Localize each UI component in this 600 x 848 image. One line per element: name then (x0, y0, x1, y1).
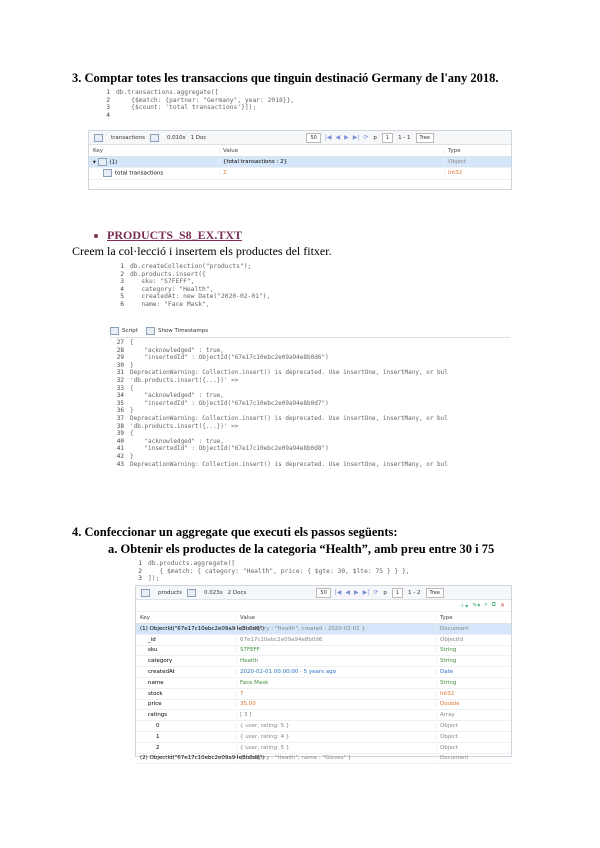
line-number: 34 (116, 392, 124, 400)
products-code-editor[interactable] (110, 263, 510, 309)
code-line (110, 369, 510, 377)
code-text: {$count: 'total transactions'}]); (116, 104, 257, 112)
page-input[interactable]: 1 (392, 588, 403, 598)
row-key: name (148, 679, 164, 686)
result-toolbar (136, 586, 511, 600)
code-line (110, 392, 510, 400)
code-line (96, 104, 496, 112)
code-line (110, 339, 510, 347)
row-key: total transactions (115, 170, 164, 177)
line-number: 27 (116, 339, 124, 346)
delete-icon[interactable]: ✕ (499, 603, 505, 609)
line-number: 5 (120, 293, 124, 301)
code-text: { (130, 430, 134, 438)
add-icon[interactable]: ＋▾ (459, 604, 469, 610)
line-number: 40 (116, 437, 124, 445)
line-number: 29 (116, 354, 124, 362)
line-number: 41 (116, 445, 124, 453)
code-text: db.products.insert({ (130, 270, 206, 278)
grid-actions (136, 600, 511, 612)
tab-collection[interactable]: products (158, 589, 183, 596)
row-type: Document (436, 755, 511, 761)
code-line (110, 377, 510, 385)
exec-time: 0.023s (204, 589, 223, 596)
code-text: 'db.products.insert({...})' => (130, 376, 239, 384)
bullet-icon (94, 234, 98, 238)
grid-header (136, 612, 511, 624)
refresh-icon[interactable]: ⟳ (363, 134, 369, 141)
row-type: Document (436, 626, 511, 632)
code-text: "acknowledged" : true, (130, 392, 224, 400)
table-row[interactable] (136, 689, 511, 700)
code-line (110, 385, 510, 393)
code-text: DeprecationWarning: Collection.insert() is deprecated. Use insertOne, insertMany, or bul (130, 414, 448, 422)
line-number: 4 (120, 285, 124, 293)
row-type: Object (436, 745, 511, 751)
code-text: "insertedId" : ObjectId("67e17c10ebc2e09a94e8b0d7") (130, 399, 329, 407)
row-value: S7FEFF (236, 647, 436, 653)
row-value: { user, rating: 4 } (236, 734, 436, 740)
line-number: 37 (116, 414, 124, 422)
line-number: 3 (106, 104, 110, 112)
page-label: p (383, 589, 387, 596)
row-key: ratings (148, 712, 168, 719)
row-key: (1) (109, 159, 118, 166)
code-line (96, 112, 496, 120)
line-number: 36 (116, 407, 124, 415)
code-line (110, 461, 510, 469)
row-key: price (148, 701, 162, 708)
row-type: String (436, 647, 511, 653)
code-text: { $match: { category: "Health", price: { $gte: 30, $lte: 75 } } }, (148, 567, 410, 575)
last-page-icon[interactable]: ▶| (362, 589, 370, 596)
row-type: Int32 (436, 691, 511, 697)
code-line (96, 97, 496, 105)
line-number: 38 (116, 422, 124, 430)
row-value: 67e17c10ebc2e09a94e8b0d6 (236, 637, 436, 643)
header-type[interactable]: Type (444, 148, 511, 154)
table-row[interactable] (136, 635, 511, 646)
row-key: stock (148, 690, 163, 697)
section4-subheading: a. Obtenir els productes de la categoria “Health”, amb preu entre 30 i 75 (108, 542, 495, 556)
table-row[interactable] (136, 743, 511, 754)
tab-collection[interactable]: transactions (111, 134, 145, 141)
grid-body (136, 624, 511, 764)
prev-page-icon[interactable]: ◀ (345, 589, 351, 596)
row-type: Double (436, 701, 511, 707)
table-row[interactable] (136, 732, 511, 743)
line-number: 2 (138, 567, 142, 575)
line-number: 43 (116, 460, 124, 468)
row-key: _id (148, 636, 156, 643)
expand-toggle-icon[interactable]: ▾ (93, 159, 98, 166)
document-icon (98, 158, 107, 166)
table-row[interactable] (136, 646, 511, 657)
row-value: { user, rating: 5 } (236, 723, 436, 729)
row-value: { category : "Health", name : "Gloves" } (236, 755, 436, 761)
code-line (110, 430, 510, 438)
code-text: 'db.products.insert({...})' => (130, 422, 239, 430)
range-label: 1 - 2 (408, 589, 421, 596)
code-line (110, 407, 510, 415)
row-value: 2 (219, 170, 444, 176)
row-key: 2 (156, 744, 160, 751)
refresh-icon[interactable]: ⟳ (373, 589, 379, 596)
row-value: 2020-02-01 00:00:00 · 5 years ago (236, 669, 436, 675)
line-number: 31 (116, 369, 124, 377)
tab-script[interactable]: Script (122, 327, 138, 334)
script-output (110, 339, 510, 499)
line-number: 2 (120, 270, 124, 278)
script-tabs (110, 324, 510, 338)
next-page-icon[interactable]: ▶ (344, 134, 349, 141)
row-value: { user, rating: 5 } (236, 745, 436, 751)
line-number: 33 (116, 384, 124, 392)
code-line (110, 362, 510, 370)
code-text: {$match: {partner: "Germany", year: 2018}}, (116, 96, 295, 104)
header-key[interactable]: Key (140, 614, 150, 621)
code-line (110, 347, 510, 355)
row-type: Date (436, 669, 511, 675)
range-label: 1 - 1 (398, 134, 411, 141)
page-label: p (373, 134, 377, 141)
code-text: DeprecationWarning: Collection.insert() is deprecated. Use insertOne, insertMany, or bul (130, 460, 448, 468)
table-row[interactable] (89, 168, 511, 179)
table-row[interactable] (136, 624, 511, 635)
view-select[interactable]: Tree (416, 133, 434, 143)
code-text: { (130, 384, 134, 392)
code-line (110, 445, 510, 453)
row-key: 0 (156, 723, 160, 730)
code-line (128, 568, 508, 576)
code-text: db.createCollection("products"); (130, 263, 252, 270)
row-key: (1) ObjectId("67e17c10ebc2e09a94e8b0d6") (140, 625, 265, 632)
line-number: 1 (120, 263, 124, 270)
code-line (110, 271, 510, 279)
code-text: db.transactions.aggregate([ (116, 89, 219, 96)
code-text: "acknowledged" : true, (130, 346, 224, 354)
row-value: { category : "Health", created : 2020-02-01 } (236, 626, 436, 632)
products-file-link[interactable]: PRODUCTS_S8_EX.TXT (107, 228, 243, 242)
field-icon (103, 169, 112, 177)
row-key: createdAt (148, 669, 175, 676)
code-text: } (130, 407, 134, 415)
row-value: [ 3 ] (236, 712, 436, 718)
clock-icon (187, 589, 196, 597)
clock-icon (150, 134, 159, 142)
section4-result-panel (135, 585, 512, 762)
line-number: 32 (116, 376, 124, 384)
table-row[interactable] (136, 678, 511, 689)
exec-time: 0.010s (166, 134, 186, 141)
line-number: 1 (106, 89, 110, 96)
show-timestamps-label[interactable]: Show Timestamps (157, 327, 209, 334)
copy-icon[interactable]: ⧉ (491, 602, 496, 608)
section4-heading: 4. Confeccionar un aggregate que executi els passos següents: (72, 525, 398, 539)
code-text: name: "Face Mask", (130, 300, 210, 308)
code-text: db.products.aggregate([ (148, 560, 236, 567)
line-number: 35 (116, 399, 124, 407)
code-line (128, 560, 508, 568)
collection-icon (94, 134, 103, 142)
line-number: 2 (106, 96, 110, 104)
table-row[interactable] (89, 157, 511, 168)
code-line (110, 263, 510, 271)
row-value: 35.00 (236, 701, 436, 707)
row-type: Object (436, 734, 511, 740)
code-text: } (130, 452, 134, 460)
result-toolbar (89, 131, 511, 145)
line-number: 3 (138, 575, 142, 583)
table-row[interactable] (136, 721, 511, 732)
line-number: 6 (120, 300, 124, 308)
row-key: category (148, 658, 173, 665)
prev-page-icon[interactable]: ◀ (335, 134, 341, 141)
doc-count: 2 Docs (227, 589, 247, 596)
first-page-icon[interactable]: |◀ (334, 589, 342, 596)
code-text: "insertedId" : ObjectId("67e17c10ebc2e09a94e8b0d6") (130, 354, 329, 362)
row-value: Face Mask (236, 680, 436, 686)
header-value[interactable]: Value (219, 148, 444, 154)
code-line (110, 354, 510, 362)
line-number: 4 (106, 111, 110, 119)
section3-result-panel (88, 130, 512, 190)
view-select[interactable]: Tree (426, 588, 444, 598)
line-number: 1 (138, 560, 142, 567)
code-text: sku: "S7FEFF", (130, 278, 195, 286)
line-number: 39 (116, 430, 124, 438)
edit-icon[interactable]: ✎▾ (472, 603, 481, 609)
code-text: } (130, 361, 134, 369)
checkbox-icon[interactable] (146, 327, 155, 335)
search-icon[interactable]: ⌕ (484, 602, 488, 608)
table-row[interactable] (136, 754, 511, 765)
code-line (96, 89, 496, 97)
code-line (110, 400, 510, 408)
section3-heading: 3. Comptar totes les transaccions que tinguin destinació Germany de l'any 2018. (72, 71, 499, 85)
row-type: String (436, 658, 511, 664)
line-number: 30 (116, 361, 124, 369)
first-page-icon[interactable]: |◀ (324, 134, 332, 141)
code-line (110, 453, 510, 461)
code-line (128, 575, 508, 583)
code-line (110, 423, 510, 431)
code-text: DeprecationWarning: Collection.insert() is deprecated. Use insertOne, insertMany, or bul (130, 369, 448, 377)
row-key: sku (148, 647, 158, 654)
header-value[interactable]: Value (236, 615, 436, 621)
table-row[interactable] (136, 656, 511, 667)
code-line (110, 293, 510, 301)
row-value: {total transactions : 2} (219, 159, 444, 165)
row-type: Object (436, 723, 511, 729)
section4-code-editor[interactable] (128, 560, 508, 583)
table-row[interactable] (136, 710, 511, 721)
page-input[interactable]: 1 (382, 133, 393, 143)
row-type: Int32 (444, 170, 511, 176)
row-type: ObjectId (436, 637, 511, 643)
row-type: Object (444, 159, 511, 165)
line-number: 28 (116, 346, 124, 354)
table-row[interactable] (136, 700, 511, 711)
code-text: { (130, 339, 134, 346)
header-key[interactable]: Key (93, 147, 103, 154)
table-row[interactable] (136, 667, 511, 678)
row-type: Array (436, 712, 511, 718)
row-key: (2) ObjectId("67e17c10ebc2e09a94e8b0d8") (140, 755, 265, 762)
code-line (110, 415, 510, 423)
page-size-select[interactable]: 50 (306, 133, 320, 143)
page-size-select[interactable]: 50 (316, 588, 330, 598)
script-icon (110, 327, 119, 335)
line-number: 42 (116, 452, 124, 460)
code-text: createdAt: new Date("2020-02-01"), (130, 293, 271, 301)
row-value: Health (236, 658, 436, 664)
line-number: 3 (120, 278, 124, 286)
code-line (110, 438, 510, 446)
code-line (110, 301, 510, 309)
code-text: category: "Health", (130, 285, 214, 293)
header-type[interactable]: Type (436, 615, 511, 621)
row-type: String (436, 680, 511, 686)
row-key: 1 (156, 733, 160, 740)
doc-count: 1 Doc (190, 134, 207, 141)
code-text: "insertedId" : ObjectId("67e17c10ebc2e09a94e8b0d8") (130, 445, 329, 453)
collection-icon (141, 589, 150, 597)
code-line (110, 278, 510, 286)
row-value: 7 (236, 691, 436, 697)
products-description: Creem la col·lecció i insertem els productes del fitxer. (72, 244, 332, 258)
code-line (110, 286, 510, 294)
code-text: "acknowledged" : true, (130, 437, 224, 445)
code-text: ]); (148, 575, 160, 583)
grid-header (89, 145, 511, 157)
next-page-icon[interactable]: ▶ (354, 589, 359, 596)
last-page-icon[interactable]: ▶| (352, 134, 360, 141)
section3-code-editor[interactable] (96, 89, 496, 119)
